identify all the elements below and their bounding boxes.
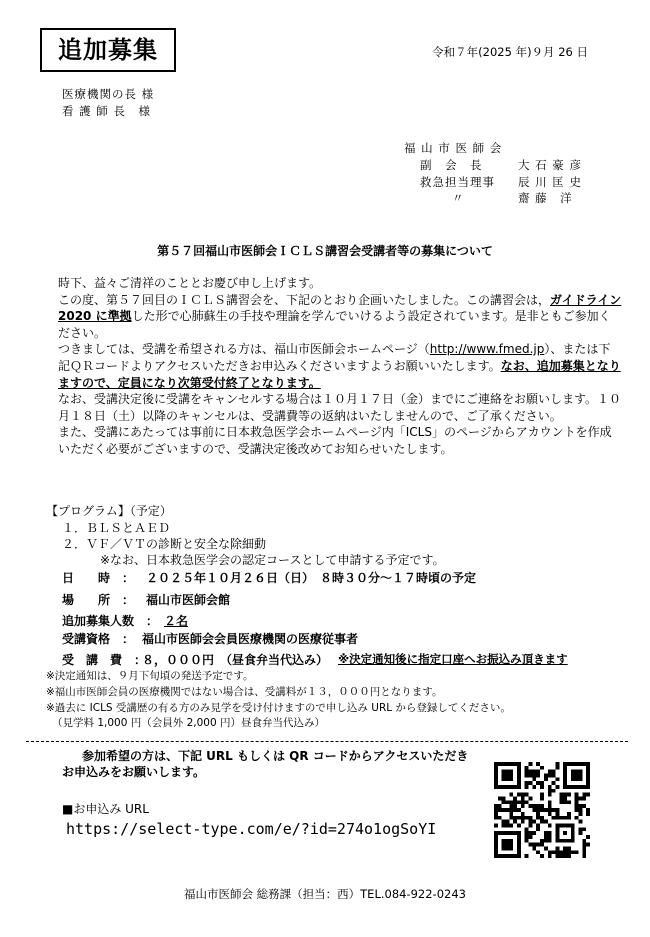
application-url-link[interactable]: https://select-type.com/e/?id=274o1ogSoYI [66,820,437,838]
guideline-emphasis: ガイドライン 2020 に準拠 [58,292,622,324]
program-item: ２．ＶＦ／ＶＴの診断と安全な除細動 [62,537,267,551]
paragraph-apply [46,341,622,391]
url-label: ■お申込み URL [62,802,149,816]
sender-org: 福 山 市 医 師 会 [404,141,503,155]
sender-role: 副 会 長 [420,158,483,172]
qualification-value: 福山市医師会会員医療機関の医療従事者 [142,632,359,646]
issue-date: 令和７年(2025 年)９月 26 日 [432,45,588,59]
recipient-line: 看 護 師 長 様 [62,104,151,118]
date-value: ２０２５年１０月２６日（日） ８時３０分～１７時頃の予定 [146,571,477,585]
sender-role: 〃 [452,191,465,205]
note-line: （見学料 1,000 円（会員外 2,000 円）昼食弁当代込み） [52,717,325,729]
capacity-notice: なお、追加募集となりますので、定員になり次第受付終了となります。 [58,358,621,390]
program-note: ※なお、日本救急医学会の認定コースとして申請する予定です。 [100,553,445,567]
body-text [46,275,622,458]
page-title: 第５７回福山市医師会ＩＣＬＳ講習会受講者等の募集について [157,244,493,258]
section-divider [26,741,628,742]
qr-code-image[interactable] [494,762,590,858]
date-label: 日 時 ： [62,571,135,585]
sender-name: 辰 川 匡 史 [518,175,582,189]
paragraph-intro [46,292,622,342]
place-value: 福山市医師会館 [146,593,231,607]
note-line: ※過去に ICLS 受講歴の有る方のみ見学を受け付けますので申し込み URL から登録してください。 [46,702,511,714]
sender-role: 救急担当理事 [420,175,495,189]
program-item: １．ＢＬＳとＡＥＤ [62,521,171,535]
fee-payment-note: ※決定通知後に指定口座へお振込み頂きます [338,652,568,666]
paragraph-account: また、受講にあたっては事前に日本救急医学会ホームページ内「ICLS」のページからアカウントを作成いただく必要がございますので、受講決定後改めてお知らせいたします。 [58,425,612,456]
paragraph-greeting: 時下、益々ご清祥のこととお慶び申し上げます。 [58,276,322,290]
note-line: ※決定通知は、９月下旬頃の発送予定です。 [46,670,254,682]
intro-text: この度、第５７回目のＩＣＬＳ講習会を、下記のとおり企画いたしました。この講習会は， [58,292,551,307]
footer-instruction: お申込みをお願いします。 [62,765,206,779]
paragraph-cancel: なお、受講決定後に受講をキャンセルする場合は１０月１７日（金）までにご連絡をお願いします。１０月１８日（土）以降のキャンセルは、受講費等の返納はいたしませんので、ご了承ください。 [58,392,622,423]
count-value: ２名 [164,614,189,628]
note-line: ※福山市医師会員の医療機関ではない場合は、受講料が１３，０００円となります。 [46,686,443,698]
count-label: 追加募集人数 ： [62,614,159,628]
sender-name: 齋 藤 洋 [518,191,573,205]
homepage-link[interactable]: http://www.fmed.jp [429,342,545,357]
footer-instruction: 参加希望の方は、下記 URL もしくは QR コードからアクセスいただき [82,749,469,763]
contact-info: 福山市医師会 総務課（担当：西）TEL.084-922-0243 [184,887,466,901]
apply-text-cont: ）、または下記ＱＲコードよりアクセスいただきお申込みくださいますようお願いいたします。 [58,342,611,373]
fee-label: 受 講 費 ： [62,653,147,667]
qualification-label: 受講資格 ： [62,632,135,646]
additional-recruitment-badge: 追加募集 [40,28,176,72]
fee-value: ８，０００円 （昼食弁当代込み） [142,653,329,667]
place-label: 場 所 ： [62,593,135,607]
recipient-line: 医療機関の長 様 [62,87,155,101]
sender-name: 大 石 豪 彦 [518,158,582,172]
program-heading: 【プログラム】（予定） [46,504,172,518]
apply-text: つきましては、受講を希望される方は、福山市医師会ホームページ（ [58,342,430,357]
intro-text-cont: した形で心肺蘇生の手技や理論を学んでいけるよう設定されています。是非ともご参加ください。 [58,309,611,340]
